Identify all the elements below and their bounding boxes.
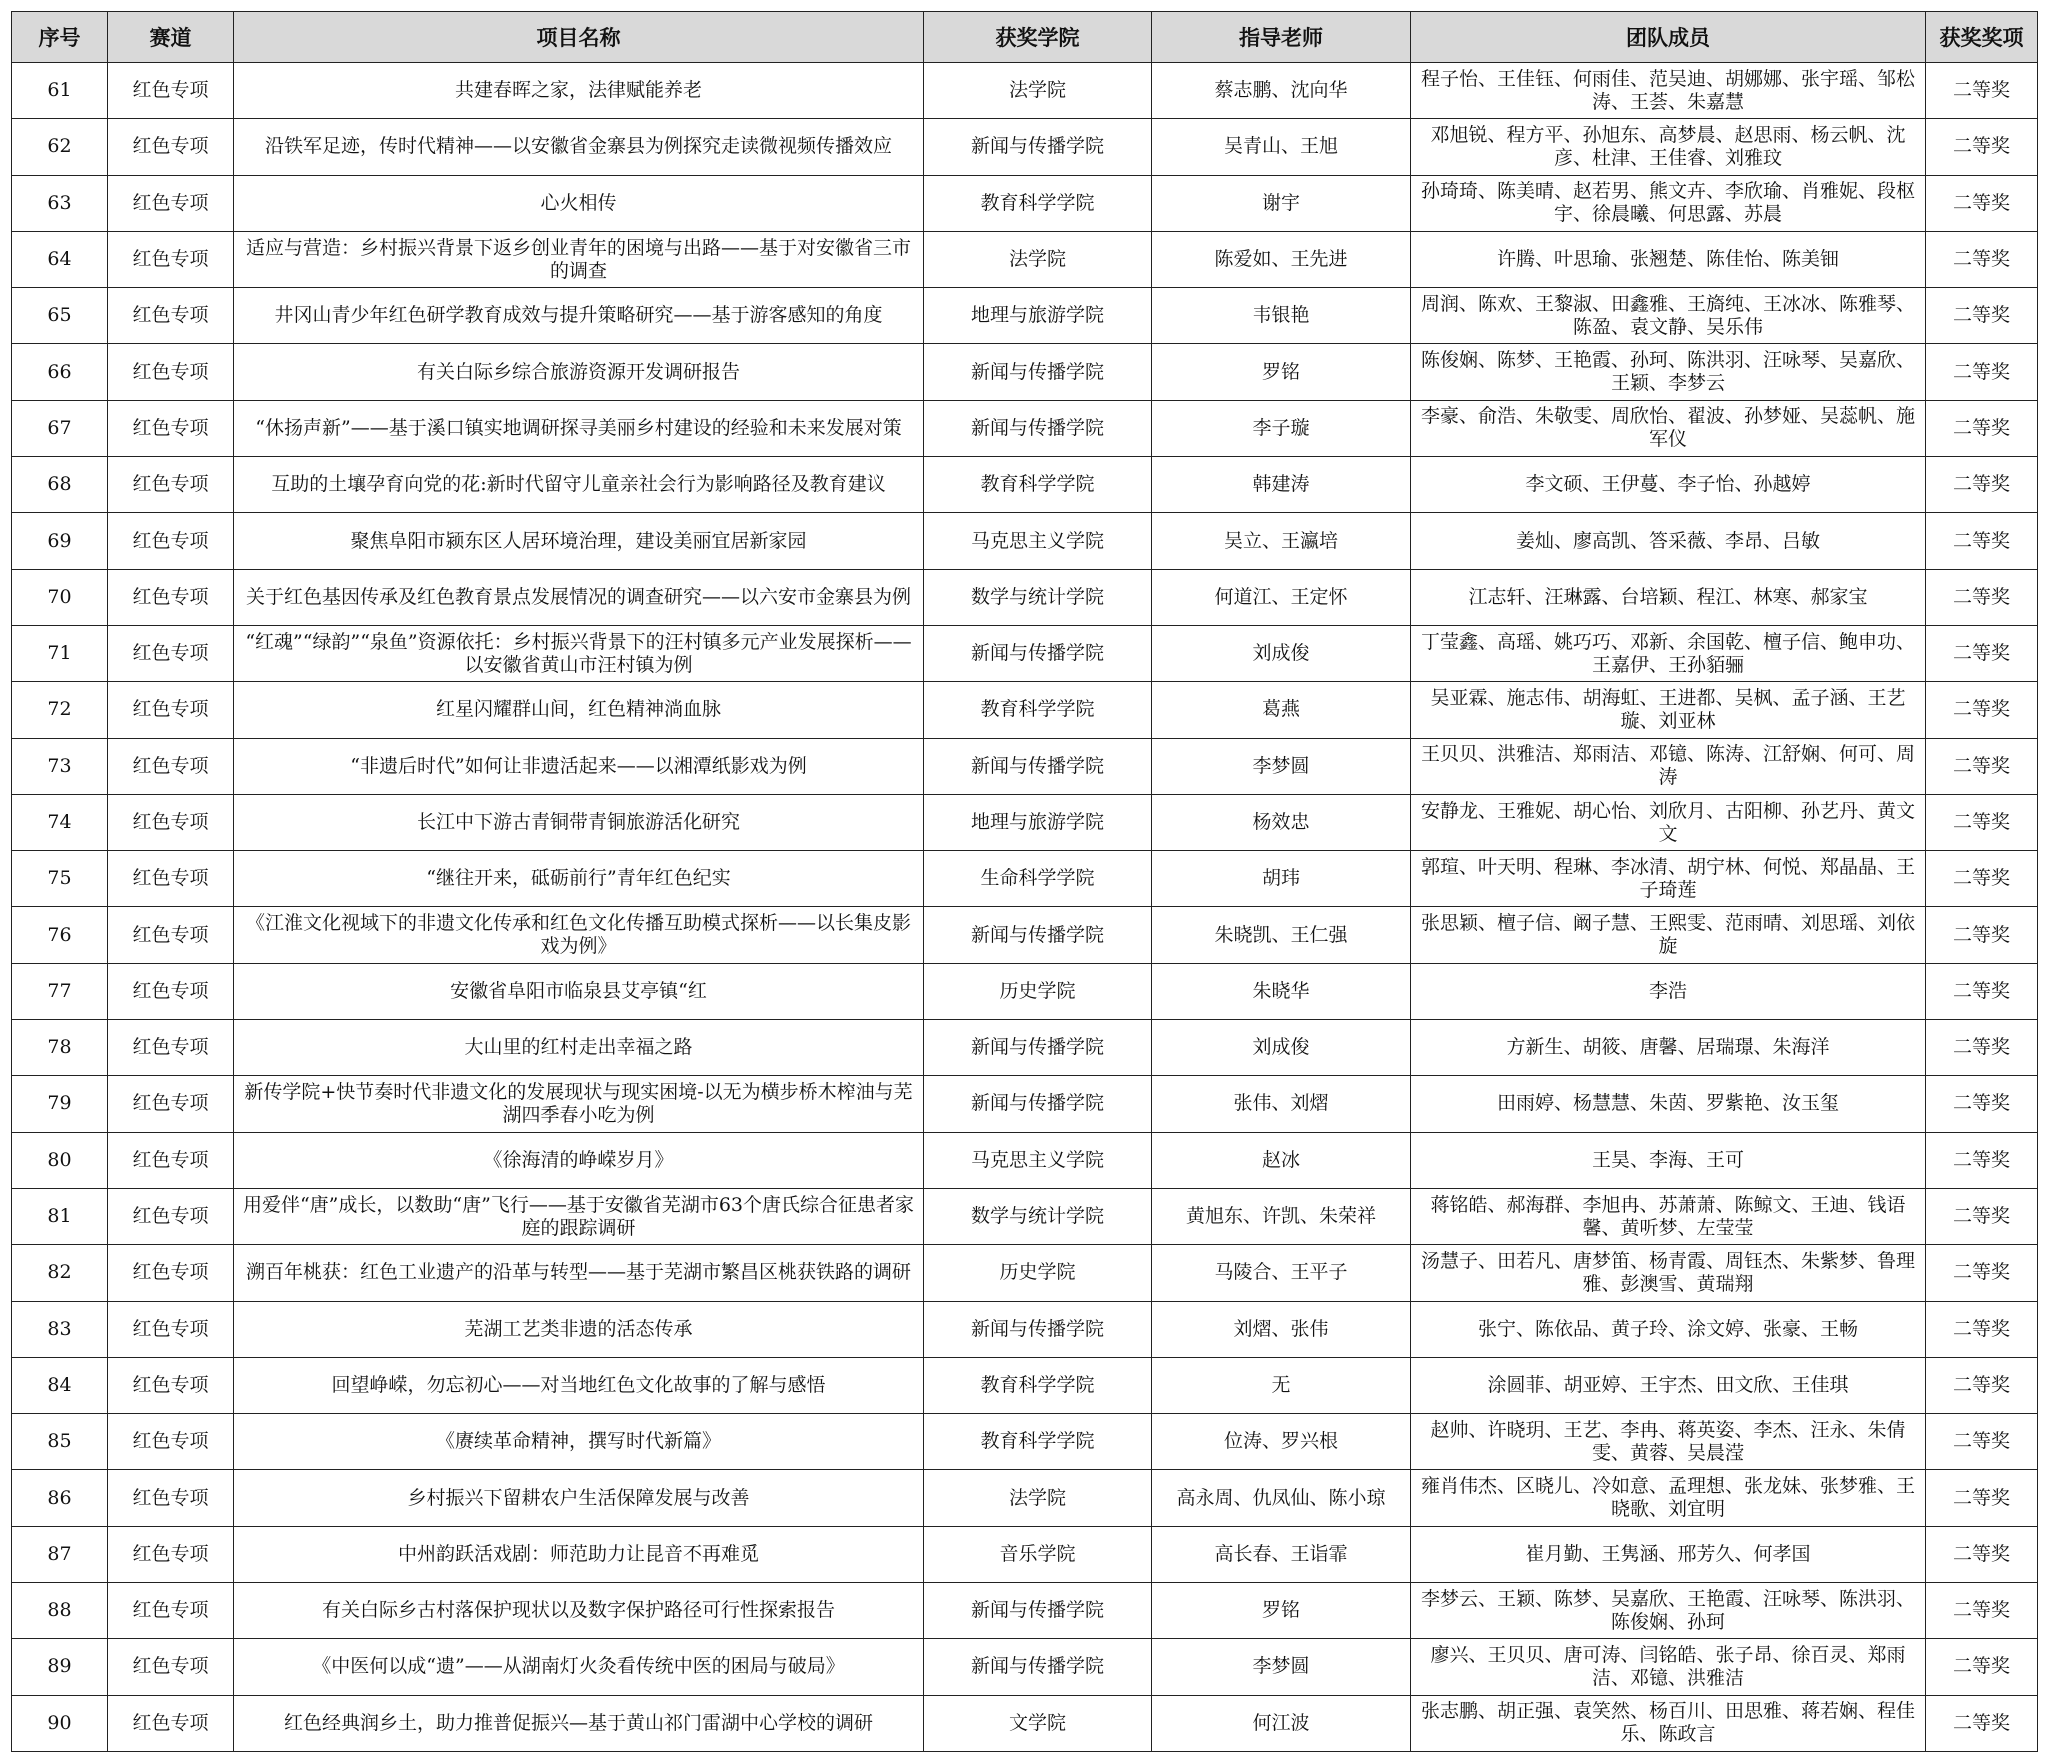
cell-advisor: 高长春、王诣霏 [1152,1526,1411,1582]
cell-team-members: 郭瑄、叶天明、程琳、李冰清、胡宁林、何悦、郑晶晶、王子琦莲 [1411,851,1926,907]
cell-index: 62 [12,119,108,175]
cell-advisor: 杨效忠 [1152,794,1411,850]
cell-team-members: 李浩 [1411,963,1926,1019]
cell-college: 新闻与传播学院 [924,738,1152,794]
cell-advisor: 葛燕 [1152,682,1411,738]
table-row [12,457,2038,513]
cell-track: 红色专项 [108,963,234,1019]
cell-team-members: 崔月勤、王隽涵、邢芳久、何孝国 [1411,1526,1926,1582]
cell-team-members: 周润、陈欢、王黎淑、田鑫雅、王旖纯、王冰冰、陈雅琴、陈盈、袁文静、吴乐伟 [1411,288,1926,344]
cell-index: 80 [12,1132,108,1188]
cell-award: 二等奖 [1926,344,2038,400]
cell-advisor: 吴青山、王旭 [1152,119,1411,175]
cell-college: 历史学院 [924,1245,1152,1301]
cell-award: 二等奖 [1926,907,2038,963]
cell-track: 红色专项 [108,175,234,231]
cell-award: 二等奖 [1926,738,2038,794]
cell-track: 红色专项 [108,1076,234,1132]
table-row [12,1076,2038,1132]
table-row [12,1470,2038,1526]
cell-college: 教育科学学院 [924,682,1152,738]
cell-team-members: 方新生、胡筱、唐馨、居瑞璟、朱海洋 [1411,1020,1926,1076]
cell-team-members: 蒋铭皓、郝海群、李旭冉、苏萧萧、陈鲸文、王迪、钱语馨、黄听梦、左莹莹 [1411,1188,1926,1244]
cell-award: 二等奖 [1926,457,2038,513]
cell-team-members: 李梦云、王颖、陈梦、吴嘉欣、王艳霞、汪咏琴、陈洪羽、陈俊娴、孙珂 [1411,1583,1926,1639]
table-row [12,231,2038,287]
cell-team-members: 涂圆菲、胡亚婷、王宇杰、田文欣、王佳琪 [1411,1357,1926,1413]
table-row [12,513,2038,569]
cell-index: 72 [12,682,108,738]
cell-advisor: 高永周、仇凤仙、陈小琼 [1152,1470,1411,1526]
table-header [12,12,2038,63]
cell-team-members: 江志轩、汪琳露、台培颖、程江、林寒、郝家宝 [1411,569,1926,625]
cell-track: 红色专项 [108,119,234,175]
cell-advisor: 李梦圆 [1152,738,1411,794]
cell-advisor: 何道江、王定怀 [1152,569,1411,625]
cell-index: 85 [12,1414,108,1470]
cell-team-members: 吴亚霖、施志伟、胡海虹、王进都、吴枫、孟子涵、王艺璇、刘亚林 [1411,682,1926,738]
cell-award: 二等奖 [1926,288,2038,344]
cell-index: 61 [12,63,108,119]
cell-index: 88 [12,1583,108,1639]
cell-project-name: 《徐海清的峥嵘岁月》 [234,1132,924,1188]
cell-advisor: 谢宇 [1152,175,1411,231]
cell-college: 法学院 [924,1470,1152,1526]
cell-advisor: 刘成俊 [1152,625,1411,681]
cell-award: 二等奖 [1926,1132,2038,1188]
table-row [12,1245,2038,1301]
cell-college: 历史学院 [924,963,1152,1019]
cell-index: 77 [12,963,108,1019]
cell-award: 二等奖 [1926,1526,2038,1582]
cell-college: 新闻与传播学院 [924,625,1152,681]
cell-award: 二等奖 [1926,400,2038,456]
cell-award: 二等奖 [1926,1639,2038,1695]
cell-college: 新闻与传播学院 [924,344,1152,400]
cell-index: 68 [12,457,108,513]
cell-advisor: 韩建涛 [1152,457,1411,513]
cell-advisor: 胡玮 [1152,851,1411,907]
header-award: 获奖奖项 [1926,12,2038,63]
cell-award: 二等奖 [1926,1188,2038,1244]
cell-advisor: 黄旭东、许凯、朱荣祥 [1152,1188,1411,1244]
cell-index: 84 [12,1357,108,1413]
table-row [12,400,2038,456]
cell-award: 二等奖 [1926,1020,2038,1076]
cell-college: 新闻与传播学院 [924,1076,1152,1132]
table-row [12,288,2038,344]
cell-advisor: 位涛、罗兴根 [1152,1414,1411,1470]
header-college: 获奖学院 [924,12,1152,63]
cell-college: 新闻与传播学院 [924,1583,1152,1639]
cell-project-name: 《中医何以成“遗”——从湖南灯火灸看传统中医的困局与破局》 [234,1639,924,1695]
cell-track: 红色专项 [108,400,234,456]
cell-award: 二等奖 [1926,63,2038,119]
cell-project-name: 红星闪耀群山间，红色精神淌血脉 [234,682,924,738]
cell-team-members: 张思颖、檀子信、阚子慧、王熙雯、范雨晴、刘思瑶、刘依旋 [1411,907,1926,963]
cell-project-name: 井冈山青少年红色研学教育成效与提升策略研究——基于游客感知的角度 [234,288,924,344]
cell-index: 87 [12,1526,108,1582]
cell-team-members: 安静龙、王雅妮、胡心怡、刘欣月、古阳柳、孙艺丹、黄文文 [1411,794,1926,850]
cell-project-name: 心火相传 [234,175,924,231]
cell-project-name: 回望峥嵘，勿忘初心——对当地红色文化故事的了解与感悟 [234,1357,924,1413]
table-row [12,1526,2038,1582]
cell-college: 生命科学学院 [924,851,1152,907]
cell-track: 红色专项 [108,457,234,513]
cell-project-name: 聚焦阜阳市颍东区人居环境治理，建设美丽宜居新家园 [234,513,924,569]
cell-award: 二等奖 [1926,963,2038,1019]
cell-college: 数学与统计学院 [924,1188,1152,1244]
cell-award: 二等奖 [1926,175,2038,231]
cell-track: 红色专项 [108,625,234,681]
cell-project-name: 适应与营造：乡村振兴背景下返乡创业青年的困境与出路——基于对安徽省三市的调查 [234,231,924,287]
table-row [12,344,2038,400]
cell-team-members: 张志鹏、胡正强、袁笑然、杨百川、田思雅、蒋若娴、程佳乐、陈政言 [1411,1695,1926,1751]
cell-project-name: 红色经典润乡土，助力推普促振兴—基于黄山祁门雷湖中心学校的调研 [234,1695,924,1751]
cell-track: 红色专项 [108,1695,234,1751]
cell-project-name: 《赓续革命精神，撰写时代新篇》 [234,1414,924,1470]
cell-college: 地理与旅游学院 [924,288,1152,344]
cell-advisor: 朱晓华 [1152,963,1411,1019]
cell-award: 二等奖 [1926,569,2038,625]
cell-index: 63 [12,175,108,231]
cell-index: 64 [12,231,108,287]
cell-project-name: 关于红色基因传承及红色教育景点发展情况的调查研究——以六安市金寨县为例 [234,569,924,625]
cell-track: 红色专项 [108,1245,234,1301]
cell-college: 文学院 [924,1695,1152,1751]
cell-index: 70 [12,569,108,625]
cell-award: 二等奖 [1926,1583,2038,1639]
cell-advisor: 刘成俊 [1152,1020,1411,1076]
cell-college: 数学与统计学院 [924,569,1152,625]
table-row [12,1695,2038,1751]
cell-college: 音乐学院 [924,1526,1152,1582]
cell-project-name: “继往开来，砥砺前行”青年红色纪实 [234,851,924,907]
cell-advisor: 何江波 [1152,1695,1411,1751]
cell-advisor: 马陵合、王平子 [1152,1245,1411,1301]
cell-college: 教育科学学院 [924,457,1152,513]
cell-project-name: 互助的土壤孕育向党的花:新时代留守儿童亲社会行为影响路径及教育建议 [234,457,924,513]
cell-team-members: 田雨婷、杨慧慧、朱茵、罗紫艳、汝玉玺 [1411,1076,1926,1132]
table-row [12,1414,2038,1470]
cell-award: 二等奖 [1926,1245,2038,1301]
cell-college: 新闻与传播学院 [924,1020,1152,1076]
cell-college: 新闻与传播学院 [924,1301,1152,1357]
cell-index: 82 [12,1245,108,1301]
cell-project-name: 共建春晖之家，法律赋能养老 [234,63,924,119]
cell-project-name: “红魂”“绿韵”“泉鱼”资源依托：乡村振兴背景下的汪村镇多元产业发展探析——以安徽省黄山市汪村镇为例 [234,625,924,681]
cell-track: 红色专项 [108,231,234,287]
cell-advisor: 朱晓凯、王仁强 [1152,907,1411,963]
cell-project-name: 《江淮文化视域下的非遗文化传承和红色文化传播互助模式探析——以长集皮影戏为例》 [234,907,924,963]
table-row [12,738,2038,794]
cell-award: 二等奖 [1926,1076,2038,1132]
table-row [12,1188,2038,1244]
cell-track: 红色专项 [108,851,234,907]
cell-project-name: “非遗后时代”如何让非遗活起来——以湘潭纸影戏为例 [234,738,924,794]
cell-award: 二等奖 [1926,231,2038,287]
cell-advisor: 李子璇 [1152,400,1411,456]
table-row [12,63,2038,119]
cell-advisor: 张伟、刘熠 [1152,1076,1411,1132]
cell-team-members: 程子怡、王佳钰、何雨佳、范吴迪、胡娜娜、张宇瑶、邹松涛、王荟、朱嘉慧 [1411,63,1926,119]
header-track: 赛道 [108,12,234,63]
cell-team-members: 姜灿、廖高凯、答采薇、李昂、吕敏 [1411,513,1926,569]
table-row [12,569,2038,625]
cell-track: 红色专项 [108,738,234,794]
cell-college: 教育科学学院 [924,1414,1152,1470]
cell-track: 红色专项 [108,63,234,119]
awards-table [11,11,2038,1752]
table-row [12,625,2038,681]
cell-college: 法学院 [924,63,1152,119]
cell-track: 红色专项 [108,569,234,625]
header-team-members: 团队成员 [1411,12,1926,63]
cell-advisor: 刘熠、张伟 [1152,1301,1411,1357]
cell-advisor: 赵冰 [1152,1132,1411,1188]
cell-project-name: 安徽省阜阳市临泉县艾亭镇“红 [234,963,924,1019]
cell-team-members: 李文硕、王伊蔓、李子怡、孙越婷 [1411,457,1926,513]
cell-track: 红色专项 [108,1020,234,1076]
cell-index: 90 [12,1695,108,1751]
cell-track: 红色专项 [108,288,234,344]
cell-track: 红色专项 [108,344,234,400]
cell-index: 81 [12,1188,108,1244]
cell-team-members: 赵帅、许晓玥、王艺、李冉、蒋英姿、李杰、汪永、朱倩雯、黄蓉、吴晨滢 [1411,1414,1926,1470]
cell-college: 新闻与传播学院 [924,400,1152,456]
cell-college: 教育科学学院 [924,175,1152,231]
cell-track: 红色专项 [108,1470,234,1526]
cell-project-name: 溯百年桃获：红色工业遗产的沿革与转型——基于芜湖市繁昌区桃获铁路的调研 [234,1245,924,1301]
cell-index: 66 [12,344,108,400]
cell-project-name: 芜湖工艺类非遗的活态传承 [234,1301,924,1357]
cell-project-name: 乡村振兴下留耕农户生活保障发展与改善 [234,1470,924,1526]
cell-award: 二等奖 [1926,119,2038,175]
cell-team-members: 汤慧子、田若凡、唐梦笛、杨青霞、周钰杰、朱紫梦、鲁理雅、彭澳雪、黄瑞翔 [1411,1245,1926,1301]
table-row [12,1301,2038,1357]
cell-project-name: “休扬声新”——基于溪口镇实地调研探寻美丽乡村建设的经验和未来发展对策 [234,400,924,456]
cell-track: 红色专项 [108,1357,234,1413]
cell-index: 67 [12,400,108,456]
table-row [12,851,2038,907]
cell-advisor: 韦银艳 [1152,288,1411,344]
cell-college: 地理与旅游学院 [924,794,1152,850]
cell-team-members: 王昊、李海、王可 [1411,1132,1926,1188]
header-project-name: 项目名称 [234,12,924,63]
cell-track: 红色专项 [108,1414,234,1470]
cell-college: 新闻与传播学院 [924,1639,1152,1695]
cell-advisor: 吴立、王瀛培 [1152,513,1411,569]
cell-award: 二等奖 [1926,1695,2038,1751]
cell-award: 二等奖 [1926,1301,2038,1357]
cell-project-name: 新传学院+快节奏时代非遗文化的发展现状与现实困境-以无为横步桥木榨油与芜湖四季春小吃为例 [234,1076,924,1132]
cell-index: 89 [12,1639,108,1695]
header-advisor: 指导老师 [1152,12,1411,63]
cell-track: 红色专项 [108,794,234,850]
cell-team-members: 廖兴、王贝贝、唐可涛、闫铭皓、张子昂、徐百灵、郑雨洁、邓镱、洪雅洁 [1411,1639,1926,1695]
cell-track: 红色专项 [108,1301,234,1357]
cell-college: 新闻与传播学院 [924,119,1152,175]
cell-index: 76 [12,907,108,963]
cell-team-members: 张宁、陈依品、黄子玲、涂文婷、张豪、王畅 [1411,1301,1926,1357]
table-row [12,682,2038,738]
cell-advisor: 陈爱如、王先进 [1152,231,1411,287]
cell-award: 二等奖 [1926,794,2038,850]
cell-project-name: 沿铁军足迹，传时代精神——以安徽省金寨县为例探究走读微视频传播效应 [234,119,924,175]
table-row [12,175,2038,231]
cell-project-name: 中州韵跃活戏剧：师范助力让昆音不再难觅 [234,1526,924,1582]
cell-team-members: 陈俊娴、陈梦、王艳霞、孙珂、陈洪羽、汪咏琴、吴嘉欣、王颖、李梦云 [1411,344,1926,400]
cell-advisor: 罗铭 [1152,1583,1411,1639]
cell-index: 83 [12,1301,108,1357]
cell-project-name: 大山里的红村走出幸福之路 [234,1020,924,1076]
cell-award: 二等奖 [1926,682,2038,738]
cell-project-name: 有关白际乡综合旅游资源开发调研报告 [234,344,924,400]
table-row [12,1639,2038,1695]
cell-project-name: 用爱伴“唐”成长，以数助“唐”飞行——基于安徽省芜湖市63个唐氏综合征患者家庭的跟踪调研 [234,1188,924,1244]
table-row [12,119,2038,175]
cell-index: 65 [12,288,108,344]
cell-track: 红色专项 [108,682,234,738]
cell-index: 73 [12,738,108,794]
cell-award: 二等奖 [1926,1470,2038,1526]
cell-college: 马克思主义学院 [924,1132,1152,1188]
cell-track: 红色专项 [108,1132,234,1188]
header-index: 序号 [12,12,108,63]
table-body [12,63,2038,1752]
cell-index: 78 [12,1020,108,1076]
cell-track: 红色专项 [108,1526,234,1582]
cell-award: 二等奖 [1926,625,2038,681]
cell-team-members: 邓旭锐、程方平、孙旭东、高梦晨、赵思雨、杨云帆、沈彦、杜津、王佳睿、刘雅玟 [1411,119,1926,175]
table-row [12,1020,2038,1076]
cell-index: 69 [12,513,108,569]
cell-college: 法学院 [924,231,1152,287]
cell-advisor: 罗铭 [1152,344,1411,400]
table-row [12,963,2038,1019]
cell-index: 86 [12,1470,108,1526]
cell-team-members: 李豪、俞浩、朱敬雯、周欣怡、翟波、孙梦娅、吴蕊帆、施军仪 [1411,400,1926,456]
cell-project-name: 有关白际乡古村落保护现状以及数字保护路径可行性探索报告 [234,1583,924,1639]
cell-team-members: 许腾、叶思瑜、张翘楚、陈佳怡、陈美钿 [1411,231,1926,287]
cell-team-members: 孙琦琦、陈美晴、赵若男、熊文卉、李欣瑜、肖雅妮、段枢宇、徐晨曦、何思露、苏晨 [1411,175,1926,231]
cell-award: 二等奖 [1926,1414,2038,1470]
cell-team-members: 王贝贝、洪雅洁、郑雨洁、邓镱、陈涛、江舒娴、何可、周涛 [1411,738,1926,794]
cell-track: 红色专项 [108,1188,234,1244]
header-row [12,12,2038,63]
cell-team-members: 雍肖伟杰、区晓儿、冷如意、孟理想、张龙妹、张梦雅、王晓歌、刘宜明 [1411,1470,1926,1526]
table-row [12,1583,2038,1639]
cell-index: 71 [12,625,108,681]
cell-award: 二等奖 [1926,513,2038,569]
cell-advisor: 蔡志鹏、沈向华 [1152,63,1411,119]
cell-project-name: 长江中下游古青铜带青铜旅游活化研究 [234,794,924,850]
table-row [12,1132,2038,1188]
cell-college: 教育科学学院 [924,1357,1152,1413]
cell-award: 二等奖 [1926,1357,2038,1413]
table-row [12,794,2038,850]
cell-index: 75 [12,851,108,907]
table-row [12,1357,2038,1413]
cell-track: 红色专项 [108,907,234,963]
cell-index: 79 [12,1076,108,1132]
cell-track: 红色专项 [108,1639,234,1695]
cell-track: 红色专项 [108,1583,234,1639]
cell-advisor: 李梦圆 [1152,1639,1411,1695]
cell-index: 74 [12,794,108,850]
cell-team-members: 丁莹鑫、高瑶、姚巧巧、邓新、余国乾、檀子信、鲍申功、王嘉伊、王孙貊骊 [1411,625,1926,681]
cell-college: 马克思主义学院 [924,513,1152,569]
table-row [12,907,2038,963]
cell-college: 新闻与传播学院 [924,907,1152,963]
cell-track: 红色专项 [108,513,234,569]
cell-advisor: 无 [1152,1357,1411,1413]
cell-award: 二等奖 [1926,851,2038,907]
